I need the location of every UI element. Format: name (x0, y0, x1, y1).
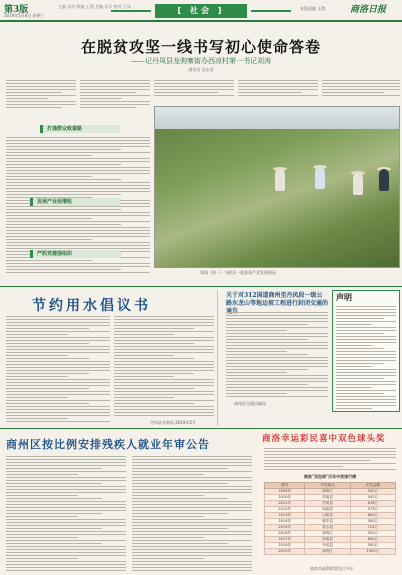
table-cell: 山阳县 (305, 513, 350, 519)
table-row (265, 543, 396, 549)
table-cell: 柞水县 (305, 525, 350, 531)
article-subhead: 打通群众致富路 (40, 125, 120, 133)
traffic-notice-signature: 商州区交通运输局 (234, 401, 266, 406)
table-row (265, 495, 396, 501)
table-cell: 商州区 (305, 531, 350, 537)
table-cell: 2010年 (265, 495, 305, 501)
table-cell: 618万 (350, 501, 395, 507)
traffic-notice-body (226, 312, 328, 399)
table-cell: 洛南县 (305, 537, 350, 543)
lottery-footer: 商洛市福利彩票发行中心 (310, 566, 354, 571)
table-row (265, 513, 396, 519)
table-cell: 2011年 (265, 501, 305, 507)
table-cell: 2012年 (265, 507, 305, 513)
table-cell: 2014年 (265, 519, 305, 525)
table-cell: 镇安县 (305, 519, 350, 525)
article-column (80, 80, 150, 110)
article-column (238, 80, 318, 98)
news-photo (154, 106, 400, 268)
statement-title: 声明 (336, 292, 352, 302)
publish-date: 2019年5月8日 星期三 (4, 13, 45, 18)
lottery-body (264, 448, 396, 472)
subheadline: ——记丹凤县龙驹寨街办西凉村第一书记刘涛 (131, 57, 271, 65)
table-cell: 2018年 (265, 543, 305, 549)
table-row (265, 537, 396, 543)
table-cell: 500万 (350, 531, 395, 537)
employment-notice-title: 商州区按比例安排残疾人就业年审公告 (6, 438, 210, 451)
water-ad-title: 节约用水倡议书 (32, 298, 151, 314)
lottery-table (264, 474, 396, 555)
article-subhead: 严抓党建强组织 (30, 250, 120, 258)
table-cell: 商州区 (305, 549, 350, 555)
table-cell: 500万 (350, 543, 395, 549)
table-cell: 724万 (350, 525, 395, 531)
headline: 在脱贫攻坚一线书写初心使命答卷 (80, 38, 321, 56)
table-cell: 500万 (350, 519, 395, 525)
table-cell: 2013年 (265, 513, 305, 519)
table-cell: 商州区 (305, 489, 350, 495)
column-header: 中奖金额 (350, 483, 395, 489)
table-row (265, 501, 396, 507)
column-header: 中奖地点 (305, 483, 350, 489)
table-row (265, 507, 396, 513)
editor-credits: 主编 刘苏 版编 王霞 美编 田乐 校对 王冰 (58, 4, 131, 9)
article-column (6, 80, 76, 110)
page-number: 第3版 (4, 5, 29, 15)
table-cell: 2016年 (265, 531, 305, 537)
table-cell: 洛南县 (305, 495, 350, 501)
statement-body (336, 306, 396, 411)
table-cell: 2015年 (265, 525, 305, 531)
water-ad-body (6, 316, 110, 424)
water-ad-signature: 丹凤县水务局 2019年5月 (150, 420, 196, 425)
section-divider (0, 428, 402, 429)
employment-notice-body (6, 456, 126, 573)
employment-notice-body (132, 456, 252, 573)
table-cell: 542万 (350, 495, 395, 501)
table-header-row (265, 483, 396, 489)
table-cell: 2019年 (265, 549, 305, 555)
article-subhead: 发展产业促增收 (30, 198, 120, 206)
lottery-title: 商洛幸运彩民喜中双色球头奖 (262, 434, 386, 444)
section-label: 社会 (190, 6, 212, 15)
column-header: 期号 (265, 483, 305, 489)
byline: 通讯员 冯永昊 (188, 67, 214, 72)
table-cell: 1000万 (350, 549, 395, 555)
table-cell: 500万 (350, 489, 395, 495)
table-row (265, 531, 396, 537)
table-cell: 600万 (350, 513, 395, 519)
table-row (265, 549, 396, 555)
section-divider (0, 286, 402, 287)
editor-line: 本版责编 王霞 (300, 6, 326, 11)
article-column (322, 80, 400, 98)
table-row (265, 519, 396, 525)
table-row (265, 489, 396, 495)
article-column (154, 80, 234, 98)
section-badge: [ 社会 ] (155, 4, 247, 18)
table-row (265, 525, 396, 531)
traffic-notice-title: 关于对312国道商州至丹凤段一级公路东龙山等地边坡工程进行封闭交通的 (226, 292, 329, 307)
table-cell: 丹凤县 (305, 543, 350, 549)
table-cell: 商南县 (305, 507, 350, 513)
water-ad-body (114, 316, 214, 418)
photo-caption: 刘涛（前一）与群众一起查看产业发展情况 (200, 270, 276, 275)
table-cell: 2009年 (265, 489, 305, 495)
table-cell: 丹凤县 (305, 501, 350, 507)
newspaper-logo: 商洛日报 (350, 5, 387, 15)
table-cell: 650万 (350, 537, 395, 543)
lottery-table-caption: 商洛"双色球"历年中奖排行榜 (303, 474, 357, 479)
table-cell: 573万 (350, 507, 395, 513)
table-cell: 2017年 (265, 537, 305, 543)
